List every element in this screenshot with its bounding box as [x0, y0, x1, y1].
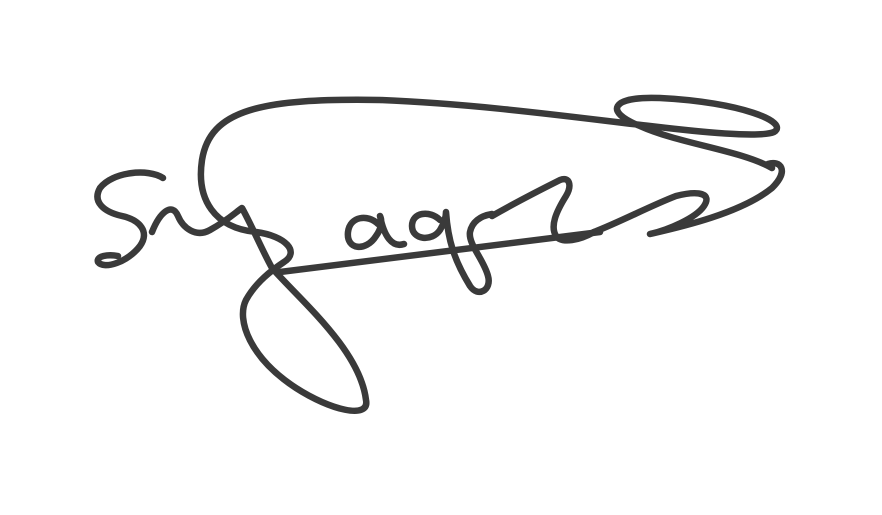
signature-stroke-a — [348, 216, 404, 247]
signature-stroke-e — [594, 163, 782, 234]
signature-stroke-l — [492, 179, 594, 240]
signature-stroke-baseline — [280, 232, 600, 272]
signature-stroke-s — [97, 173, 163, 266]
signature-stroke-v-loop — [152, 98, 777, 411]
